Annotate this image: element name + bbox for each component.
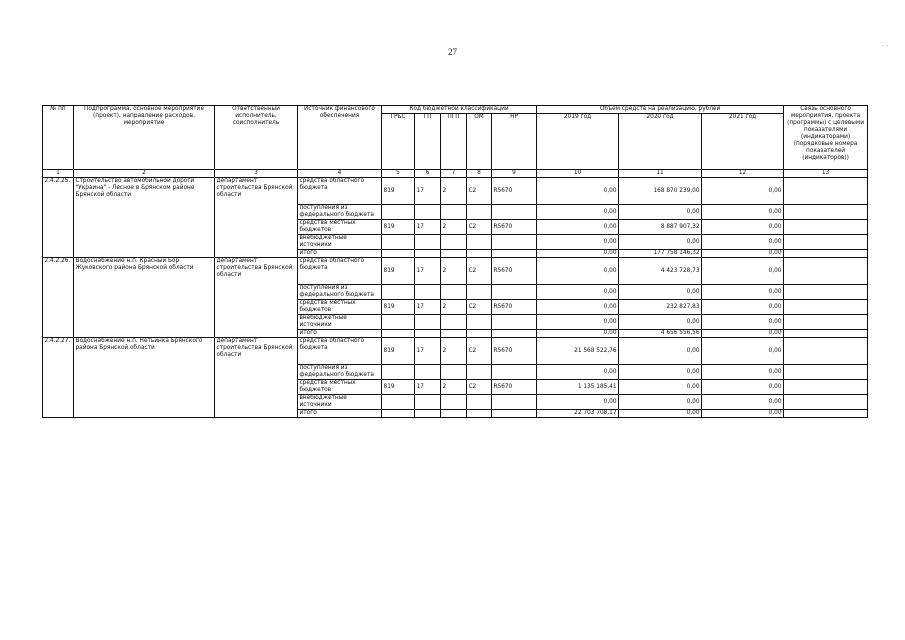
- total-2019: 0,00: [537, 250, 619, 258]
- code-om: [467, 365, 492, 380]
- code-om: [467, 410, 492, 418]
- header-2021: 2021 год: [702, 114, 784, 170]
- column-number: 11: [619, 170, 702, 178]
- column-number: 7: [441, 170, 467, 178]
- amount-2021: 0,00: [702, 258, 784, 285]
- column-number: 3: [215, 170, 298, 178]
- indicator-link: [784, 220, 868, 235]
- amount-2021: 0,00: [702, 365, 784, 380]
- column-number: 10: [537, 170, 619, 178]
- header-link: Связь основного мероприятия, проекта (программы) с целевыми показателями (индикаторами) (порядковые номера показателей (индикаторов)): [784, 106, 868, 170]
- code-om: С2: [467, 258, 492, 285]
- code-pgp: 2: [441, 220, 467, 235]
- column-number: 5: [382, 170, 415, 178]
- total-2021: 0,00: [702, 410, 784, 418]
- total-2021: 0,00: [702, 250, 784, 258]
- column-number: 12: [702, 170, 784, 178]
- indicator-link: [784, 395, 868, 410]
- code-gp: [415, 315, 441, 330]
- code-grbs: [382, 365, 415, 380]
- code-grbs: [382, 205, 415, 220]
- code-om: С2: [467, 220, 492, 235]
- code-gp: [415, 235, 441, 250]
- header-num: № пп: [43, 106, 74, 170]
- budget-table: [42, 105, 868, 418]
- amount-2019: 0,00: [537, 365, 619, 380]
- code-gp: [415, 410, 441, 418]
- indicator-link: [784, 410, 868, 418]
- amount-2021: 0,00: [702, 300, 784, 315]
- amount-2020: 0,00: [619, 395, 702, 410]
- row-number: 2.4.2.27.: [43, 338, 74, 418]
- indicator-link: [784, 178, 868, 205]
- code-om: С2: [467, 338, 492, 365]
- table-header: [43, 106, 868, 178]
- code-pgp: 2: [441, 300, 467, 315]
- header-source: Источник финансового обеспечения: [298, 106, 382, 170]
- total-2019: 0,00: [537, 330, 619, 338]
- indicator-link: [784, 285, 868, 300]
- amount-2020: 0,00: [619, 365, 702, 380]
- funding-source: поступления из федерального бюджета: [298, 365, 382, 380]
- code-gp: [415, 250, 441, 258]
- amount-2021: 0,00: [702, 338, 784, 365]
- indicator-link: [784, 338, 868, 365]
- amount-2021: 0,00: [702, 220, 784, 235]
- total-label: итого: [298, 250, 382, 258]
- code-grbs: [382, 315, 415, 330]
- funding-source: средства местных бюджетов: [298, 380, 382, 395]
- code-np: R5670: [492, 380, 537, 395]
- code-om: [467, 285, 492, 300]
- funding-source: внебюджетные источники: [298, 315, 382, 330]
- code-np: R5670: [492, 258, 537, 285]
- code-gp: 17: [415, 380, 441, 395]
- code-np: [492, 205, 537, 220]
- amount-2020: 0,00: [619, 315, 702, 330]
- code-pgp: 2: [441, 178, 467, 205]
- amount-2021: 0,00: [702, 178, 784, 205]
- code-np: [492, 250, 537, 258]
- code-grbs: 819: [382, 178, 415, 205]
- code-gp: 17: [415, 300, 441, 315]
- activity-name: Водоснабжение н.п. Нетьинка Брянского района Брянской области: [74, 338, 215, 418]
- indicator-link: [784, 365, 868, 380]
- amount-2019: 0,00: [537, 258, 619, 285]
- code-np: R5670: [492, 300, 537, 315]
- indicator-link: [784, 300, 868, 315]
- code-gp: [415, 365, 441, 380]
- code-pgp: [441, 410, 467, 418]
- header-om: ОМ: [467, 114, 492, 170]
- funding-source: поступления из федерального бюджета: [298, 205, 382, 220]
- activity-name: Строительство автомобильной дороги "Украина" - Лесное в Брянском районе Брянской области: [74, 178, 215, 258]
- code-np: [492, 285, 537, 300]
- table-row: [43, 338, 868, 365]
- code-gp: 17: [415, 220, 441, 235]
- amount-2019: 0,00: [537, 178, 619, 205]
- amount-2019: 0,00: [537, 205, 619, 220]
- code-pgp: 2: [441, 258, 467, 285]
- indicator-link: [784, 205, 868, 220]
- code-np: [492, 235, 537, 250]
- column-number: 6: [415, 170, 441, 178]
- code-grbs: [382, 395, 415, 410]
- amount-2019: 0,00: [537, 220, 619, 235]
- amount-2019: 0,00: [537, 315, 619, 330]
- page-number: 27: [448, 47, 457, 57]
- funding-source: средства областного бюджета: [298, 338, 382, 365]
- code-gp: [415, 330, 441, 338]
- amount-2019: 0,00: [537, 395, 619, 410]
- total-2021: 0,00: [702, 330, 784, 338]
- amount-2020: 0,00: [619, 380, 702, 395]
- total-label: итого: [298, 330, 382, 338]
- column-number: 4: [298, 170, 382, 178]
- code-np: [492, 410, 537, 418]
- funding-source: средства областного бюджета: [298, 258, 382, 285]
- code-grbs: [382, 235, 415, 250]
- code-pgp: 2: [441, 338, 467, 365]
- header-budget-code: Код бюджетной классификации: [382, 106, 537, 114]
- header-2019: 2019 год: [537, 114, 619, 170]
- total-2020: 0,00: [619, 410, 702, 418]
- code-om: [467, 330, 492, 338]
- total-label: итого: [298, 410, 382, 418]
- code-grbs: 819: [382, 220, 415, 235]
- code-pgp: [441, 285, 467, 300]
- column-number-row: [43, 170, 868, 178]
- code-np: [492, 395, 537, 410]
- code-gp: 17: [415, 178, 441, 205]
- amount-2021: 0,00: [702, 285, 784, 300]
- amount-2019: 1 135 185,41: [537, 380, 619, 395]
- code-om: С2: [467, 380, 492, 395]
- amount-2021: 0,00: [702, 315, 784, 330]
- code-np: R5670: [492, 220, 537, 235]
- amount-2020: 0,00: [619, 338, 702, 365]
- total-2020: 177 758 146,32: [619, 250, 702, 258]
- amount-2019: 21 568 522,76: [537, 338, 619, 365]
- code-pgp: [441, 250, 467, 258]
- amount-2020: 168 870 239,00: [619, 178, 702, 205]
- funding-source: средства местных бюджетов: [298, 220, 382, 235]
- indicator-link: [784, 315, 868, 330]
- code-gp: [415, 205, 441, 220]
- header-responsible: Ответственный исполнитель, соисполнитель: [215, 106, 298, 170]
- code-om: [467, 395, 492, 410]
- total-2020: 4 656 556,56: [619, 330, 702, 338]
- indicator-link: [784, 258, 868, 285]
- indicator-link: [784, 330, 868, 338]
- header-grbs: ГРБС: [382, 114, 415, 170]
- column-number: 8: [467, 170, 492, 178]
- code-np: R5670: [492, 338, 537, 365]
- amount-2020: 232 827,83: [619, 300, 702, 315]
- amount-2019: 0,00: [537, 285, 619, 300]
- code-pgp: [441, 395, 467, 410]
- code-pgp: [441, 365, 467, 380]
- code-grbs: [382, 285, 415, 300]
- code-pgp: 2: [441, 380, 467, 395]
- responsible-executor: департамент строительства Брянской области: [215, 258, 298, 338]
- code-grbs: 819: [382, 258, 415, 285]
- row-number: 2.4.2.25.: [43, 178, 74, 258]
- amount-2020: 0,00: [619, 285, 702, 300]
- amount-2020: 8 887 907,32: [619, 220, 702, 235]
- amount-2021: 0,00: [702, 395, 784, 410]
- header-2020: 2020 год: [619, 114, 702, 170]
- column-number: 13: [784, 170, 868, 178]
- header-pgp: ПГП: [441, 114, 467, 170]
- code-grbs: 819: [382, 338, 415, 365]
- table-row: [43, 178, 868, 205]
- funding-source: внебюджетные источники: [298, 235, 382, 250]
- code-gp: [415, 285, 441, 300]
- code-om: С2: [467, 300, 492, 315]
- responsible-executor: департамент строительства Брянской области: [215, 338, 298, 418]
- code-grbs: 819: [382, 380, 415, 395]
- funding-source: поступления из федерального бюджета: [298, 285, 382, 300]
- code-om: [467, 315, 492, 330]
- column-number: 1: [43, 170, 74, 178]
- code-pgp: [441, 330, 467, 338]
- code-np: [492, 315, 537, 330]
- header-np: НР: [492, 114, 537, 170]
- code-om: [467, 235, 492, 250]
- funding-source: средства местных бюджетов: [298, 300, 382, 315]
- code-om: [467, 205, 492, 220]
- amount-2021: 0,00: [702, 380, 784, 395]
- code-pgp: [441, 315, 467, 330]
- amount-2020: 0,00: [619, 205, 702, 220]
- code-om: С2: [467, 178, 492, 205]
- funding-source: внебюджетные источники: [298, 395, 382, 410]
- table-body: [43, 178, 868, 418]
- column-number: 2: [74, 170, 215, 178]
- code-np: R5670: [492, 178, 537, 205]
- amount-2020: 0,00: [619, 235, 702, 250]
- funding-source: средства областного бюджета: [298, 178, 382, 205]
- activity-name: Водоснабжение н.п. Красный Бор Жуковского района Брянской области: [74, 258, 215, 338]
- amount-2021: 0,00: [702, 235, 784, 250]
- code-grbs: [382, 410, 415, 418]
- header-volume: Объём средств на реализацию, рублей: [537, 106, 784, 114]
- column-number: 9: [492, 170, 537, 178]
- code-pgp: [441, 205, 467, 220]
- code-om: [467, 250, 492, 258]
- indicator-link: [784, 250, 868, 258]
- code-gp: [415, 395, 441, 410]
- indicator-link: [784, 235, 868, 250]
- amount-2019: 0,00: [537, 300, 619, 315]
- code-np: [492, 365, 537, 380]
- indicator-link: [784, 380, 868, 395]
- header-program: Подпрограмма, основное мероприятие (проект), направление расходов, мероприятие: [74, 106, 215, 170]
- code-grbs: [382, 330, 415, 338]
- code-grbs: [382, 250, 415, 258]
- amount-2019: 0,00: [537, 235, 619, 250]
- header-gp: ГП: [415, 114, 441, 170]
- scan-mark: · ·: [882, 42, 889, 50]
- code-grbs: 819: [382, 300, 415, 315]
- row-number: 2.4.2.26.: [43, 258, 74, 338]
- code-pgp: [441, 235, 467, 250]
- total-2019: 22 703 708,17: [537, 410, 619, 418]
- code-np: [492, 330, 537, 338]
- amount-2021: 0,00: [702, 205, 784, 220]
- code-gp: 17: [415, 338, 441, 365]
- code-gp: 17: [415, 258, 441, 285]
- amount-2020: 4 423 728,73: [619, 258, 702, 285]
- table-row: [43, 258, 868, 285]
- responsible-executor: департамент строительства Брянской области: [215, 178, 298, 258]
